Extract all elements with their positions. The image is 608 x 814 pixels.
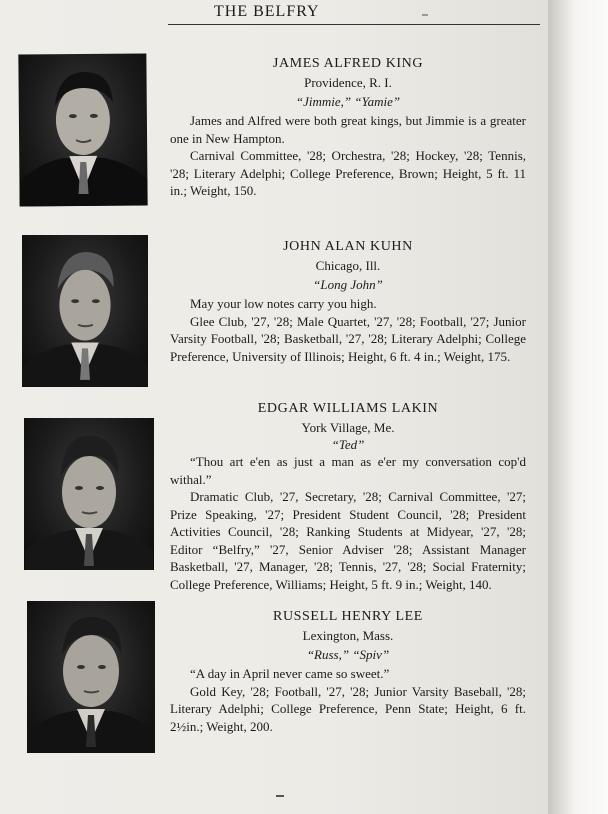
student-hometown: Lexington, Mass. [302, 628, 394, 643]
page-gutter [548, 0, 608, 814]
portrait-lakin [24, 418, 154, 570]
student-name: JAMES ALFRED KING [272, 56, 424, 71]
student-nickname: “Russ,” “Spiv” [306, 647, 390, 662]
student-nickname: “Jimmie,” “Yamie” [295, 94, 401, 109]
student-hometown: Providence, R. I. [304, 75, 392, 90]
portrait-king [18, 53, 147, 206]
student-nickname: “Long John” [313, 277, 383, 292]
header-rule [168, 24, 540, 25]
portrait-figure-icon [22, 235, 148, 387]
student-quote: “Thou art e'en as just a man as e'er my conversation cop'd withal.” [170, 454, 526, 487]
student-name: RUSSELL HENRY LEE [273, 609, 423, 624]
portrait-lee [27, 601, 155, 753]
portrait-kuhn [22, 235, 148, 387]
portrait-figure-icon [18, 53, 147, 206]
student-record: Gold Key, '28; Football, '27, '28; Junior Varsity Baseball, '28; Literary Adelphi; College Preference, Penn State; Height, 6 ft. 2½in.; Weight, 200. [170, 683, 526, 734]
entry-king [170, 55, 526, 200]
portrait-figure-icon [27, 601, 155, 753]
student-name: JOHN ALAN KUHN [283, 239, 413, 254]
page-header: THE BELFRY [214, 3, 320, 20]
student-quote: James and Alfred were both great kings, but Jimmie is a greater one in New Hampton. [170, 113, 526, 146]
ink-mark [276, 795, 284, 797]
student-record: Dramatic Club, '27, Secretary, '28; Carnival Committee, '27; Prize Speaking, '27; President Student Council, '28; President Activities Council, '28; Ranking Students at Midyear, '27, '28; Editor “Belfry,” '27, Senior Adviser '28; Assistant Manager Basketball, '27, Manager, '28; Tennis, '27, '28; Social Fraternity; College Preference, Williams; Height, 5 ft. 9 in.; Weight, 140. [170, 489, 526, 592]
student-record: Carnival Committee, '28; Orchestra, '28; Hockey, '28; Tennis, '28; Literary Adelphi; College Preference, Brown; Height, 5 ft. 11 in.; Weight, 150. [170, 148, 526, 198]
student-quote: May your low notes carry you high. [190, 296, 377, 311]
student-record: Glee Club, '27, '28; Male Quartet, '27, '28; Football, '27; Junior Varsity Football, '28; Basketball, '27, '28; Literary Adelphi; College Preference, University of Illinois; Height, 6 ft. 4 in.; Weight, 175. [170, 313, 526, 364]
portrait-figure-icon [24, 418, 154, 570]
entry-lee [170, 608, 526, 735]
entry-kuhn [170, 238, 526, 365]
student-quote: “A day in April never came so sweet.” [190, 666, 390, 681]
student-hometown: Chicago, Ill. [315, 258, 381, 273]
ink-speck [422, 14, 428, 16]
student-nickname: “Ted” [331, 437, 365, 452]
entry-lakin [170, 400, 526, 593]
student-name: EDGAR WILLIAMS LAKIN [257, 401, 439, 416]
student-hometown: York Village, Me. [301, 420, 395, 435]
